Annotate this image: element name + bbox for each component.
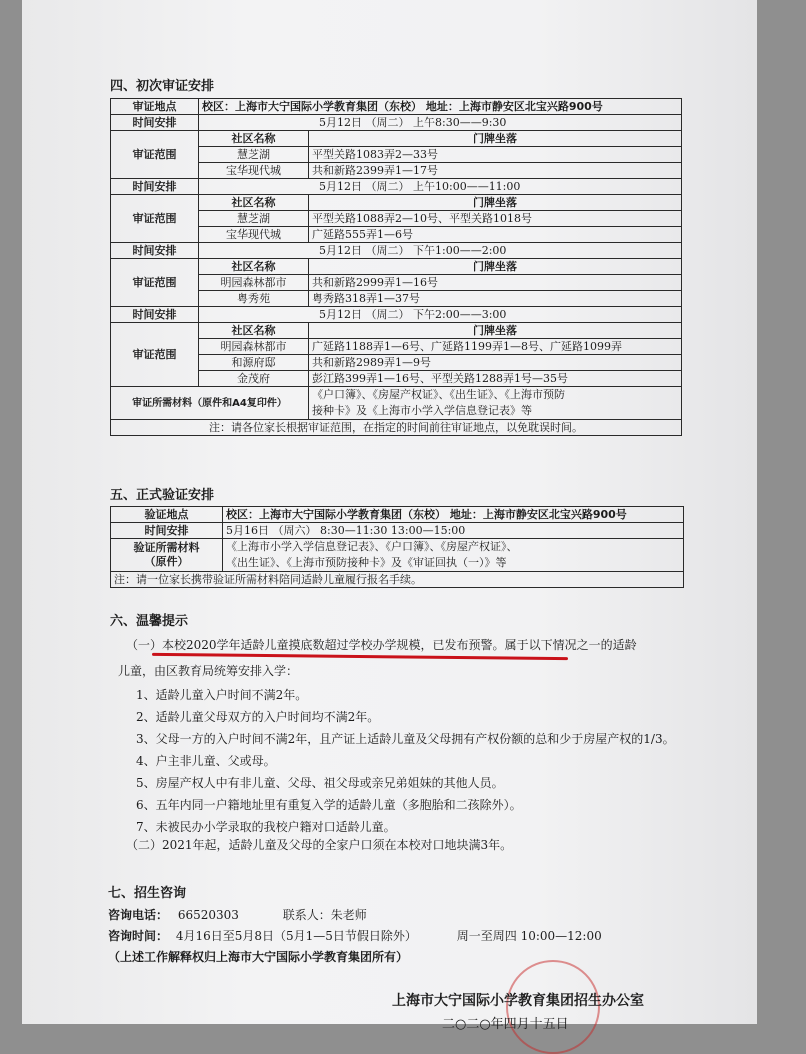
community-name: 宝华现代城 [199,163,309,179]
list-item: 6、五年内同一户籍地址里有重复入学的适龄儿童（多胞胎和二孩除外）。 [136,798,522,812]
review-place-label: 审证地点 [111,99,199,115]
table-row [111,243,682,259]
table-row [111,115,682,131]
table-row [111,131,682,147]
session-time: 5月12日 （周二） 上午8:30——9:30 [199,115,682,131]
list-item: 7、未被民办小学录取的我校户籍对口适龄儿童。 [136,820,396,834]
phone-label: 咨询电话： [108,908,169,922]
time-label: 咨询时间： [108,929,169,943]
table-row [111,179,682,195]
address: 共和新路2999弄1—16号 [309,275,682,291]
interpretation-rights: （上述工作解释权归上海市大宁国际小学教育集团所有） [108,950,409,964]
range-label: 审证范围 [111,131,199,179]
time-label: 时间安排 [111,243,199,259]
address-header: 门牌坐落 [309,323,682,339]
contact-name: 朱老师 [330,908,367,922]
verify-materials-line-2: 《出生证》、《上海市预防接种卡》及《审证回执（一）》等 [226,556,507,569]
table-row [111,507,684,523]
initial-review-table [110,98,682,436]
range-label: 审证范围 [111,195,199,243]
verify-materials-label-line-1: 验证所需材料 [133,541,200,554]
address: 平型关路1088弄2—10号、平型关路1018号 [309,211,682,227]
verify-time-label: 时间安排 [111,523,223,539]
red-underline [152,653,568,660]
notice-paragraph-2: （二）2021年起，适龄儿童及父母的全家户口须在本校对口地块满3年。 [126,838,513,852]
session-time: 5月12日 （周二） 下午1:00——2:00 [199,243,682,259]
review-place: 校区：上海市大宁国际小学教育集团（东校） 地址：上海市静安区北宝兴路900号 [199,99,682,115]
table-row [111,387,682,420]
time-label: 时间安排 [111,307,199,323]
verify-note: 注：请一位家长携带验证所需材料陪同适龄儿童履行报名手续。 [111,572,684,588]
community-name: 明园森林都市 [199,275,309,291]
community-name: 金茂府 [199,371,309,387]
verify-place-label: 验证地点 [111,507,223,523]
consult-hours: 周一至周四 10:00—12:00 [456,929,602,943]
time-label: 时间安排 [111,179,199,195]
address-header: 门牌坐落 [309,259,682,275]
review-note: 注：请各位家长根据审证范围，在指定的时间前往审证地点，以免耽误时间。 [111,420,682,436]
address-header: 门牌坐落 [309,195,682,211]
issuer-name: 上海市大宁国际小学教育集团招生办公室 [392,993,644,1009]
review-materials-line-1: 《户口簿》、《房屋产权证》、《出生证》、《上海市预防 [312,388,565,401]
table-row [111,259,682,275]
table-row [111,420,682,436]
range-label: 审证范围 [111,259,199,307]
review-materials [309,387,682,420]
table-row [111,99,682,115]
address: 共和新路2399弄1—17号 [309,163,682,179]
list-item: 1、适龄儿童入户时间不满2年。 [136,688,308,702]
address: 广延路555弄1—6号 [309,227,682,243]
community-header: 社区名称 [199,195,309,211]
address: 广延路1188弄1—6号、广延路1199弄1—8号、广延路1099弄 [309,339,682,355]
table-row [111,323,682,339]
notice-paragraph-1-line-2: 儿童，由区教育局统筹安排入学： [118,664,299,678]
verify-materials-line-1: 《上海市小学入学信息登记表》、《户口簿》、《房屋产权证》、 [226,540,518,553]
notice-prefix: （一） [126,638,163,652]
verify-materials-label-line-2: （原件） [144,555,189,568]
verify-time: 5月16日 （周六） 8:30—11:30 13:00—15:00 [223,523,684,539]
time-label: 时间安排 [111,115,199,131]
list-item: 4、户主非儿童、父或母。 [136,754,276,768]
community-name: 宝华现代城 [199,227,309,243]
verify-materials-label [111,539,223,572]
list-item: 2、适龄儿童父母双方的入户时间均不满2年。 [136,710,380,724]
formal-verification-table [110,506,684,588]
notice-paragraph-1 [126,636,637,653]
section-7-heading: 七、招生咨询 [108,886,187,901]
community-name: 慧芝湖 [199,147,309,163]
address: 粤秀路318弄1—37号 [309,291,682,307]
table-row [111,572,684,588]
verify-place: 校区：上海市大宁国际小学教育集团（东校） 地址：上海市静安区北宝兴路900号 [223,507,684,523]
verify-materials [223,539,684,572]
list-item: 5、房屋产权人中有非儿童、父母、祖父母或亲兄弟姐妹的其他人员。 [136,776,504,790]
session-time: 5月12日 （周二） 上午10:00——11:00 [199,179,682,195]
address-header: 门牌坐落 [309,131,682,147]
review-materials-line-2: 接种卡》及《上海市小学入学信息登记表》等 [312,404,532,417]
community-header: 社区名称 [199,259,309,275]
range-label: 审证范围 [111,323,199,387]
address: 彭江路399弄1—16号、平型关路1288弄1号—35号 [309,371,682,387]
notice-suffix: 属于以下情况之一的适龄 [504,638,637,652]
session-time: 5月12日 （周二） 下午2:00——3:00 [199,307,682,323]
contact-label: 联系人： [282,908,331,922]
consult-dates: 4月16日至5月8日（5月1—5日节假日除外） [175,929,417,943]
table-row [111,307,682,323]
table-row [111,523,684,539]
address: 共和新路2989弄1—9号 [309,355,682,371]
list-item: 3、父母一方的入户时间不满2年，且产证上适龄儿童及父母拥有产权份额的总和少于房屋产权的1/3。 [136,732,675,746]
consult-time-line [108,927,602,944]
section-6-heading: 六、温馨提示 [110,614,189,629]
review-materials-label: 审证所需材料（原件和A4复印件） [111,387,309,420]
section-4-heading: 四、初次审证安排 [110,79,215,94]
community-name: 明园森林都市 [199,339,309,355]
table-row [111,539,684,572]
document-page [22,0,757,1032]
section-5-heading: 五、正式验证安排 [110,488,215,503]
community-name: 慧芝湖 [199,211,309,227]
notice-highlight: 本校2020学年适龄儿童摸底数超过学校办学规模，已发布预警。 [162,638,505,652]
table-row [111,195,682,211]
community-name: 粤秀苑 [199,291,309,307]
phone-number: 66520303 [177,908,239,922]
issue-date: 二○二○年四月十五日 [442,1017,569,1032]
community-header: 社区名称 [199,323,309,339]
address: 平型关路1083弄2—33号 [309,147,682,163]
community-name: 和源府邸 [199,355,309,371]
consult-phone-line [108,906,367,923]
community-header: 社区名称 [199,131,309,147]
